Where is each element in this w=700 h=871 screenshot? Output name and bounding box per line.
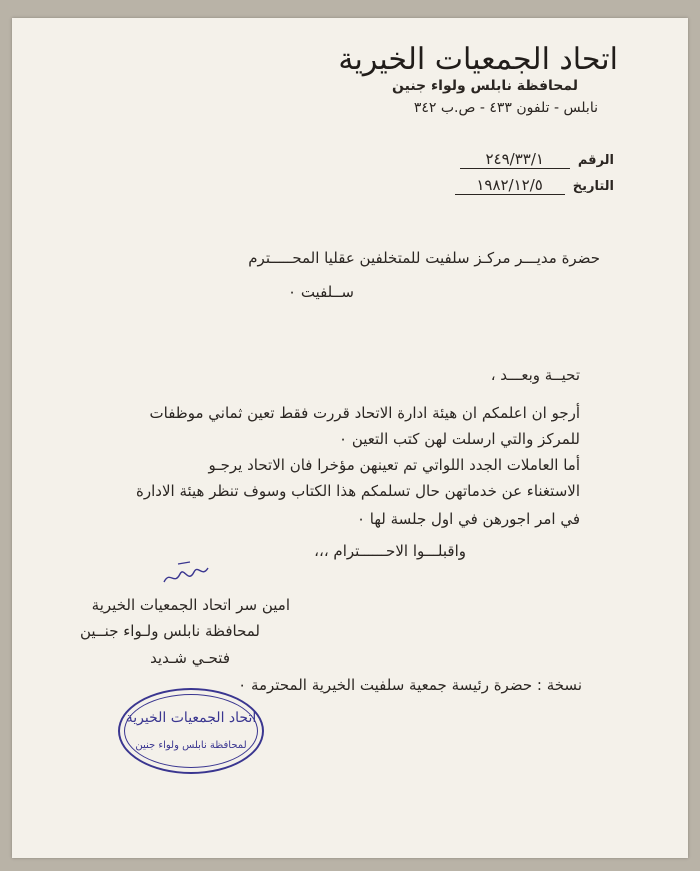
organization-stamp xyxy=(118,688,264,774)
greeting: تحيــة وبعـــد ، xyxy=(490,366,580,384)
closing-line: واقبلـــوا الاحــــــترام ،،، xyxy=(314,542,466,560)
governorate-line: لمحافظة نابلس ولواء جنين xyxy=(392,78,578,94)
handwritten-signature xyxy=(160,560,214,590)
recipient-line-1: حضرة مديـــر مركـز سلفيت للمتخلفين عقليا المحـــــترم xyxy=(248,249,600,267)
stamp-line-1: اتحاد الجمعيات الخيرية xyxy=(125,710,257,726)
reference-number xyxy=(460,150,614,169)
paragraph-line: أرجو ان اعلمكم ان هيئة ادارة الاتحاد قررت فقط تعين ثماني موظفات xyxy=(149,404,580,422)
recipient-line-2: ســلفيت ٠ xyxy=(288,283,354,301)
reference-date-label: التاريخ xyxy=(572,179,614,194)
paragraph-line: الاستغناء عن خدماتهن حال تسلمكم هذا الكتاب وسوف تنظر هيئة الادارة xyxy=(136,482,580,500)
reference-number-value: ٢٤٩/٣٣/١ xyxy=(460,150,570,169)
copy-to-line: نسخة : حضرة رئيسة جمعية سلفيت الخيرية المحترمة ٠ xyxy=(238,676,582,694)
reference-date xyxy=(455,176,614,195)
organization-name: اتحاد الجمعيات الخيرية xyxy=(338,42,618,77)
reference-date-value: ١٩٨٢/١٢/٥ xyxy=(455,176,565,195)
reference-number-label: الرقم xyxy=(577,153,614,168)
signatory-title: امين سر اتحاد الجمعيات الخيرية xyxy=(91,596,290,614)
paragraph-line: للمركز والتي ارسلت لهن كتب التعين ٠ xyxy=(338,430,580,448)
signatory-governorate: لمحافظة نابلس ولـواء جنــين xyxy=(79,622,260,640)
paragraph-line: أما العاملات الجدد اللواتي تم تعينهن مؤخرا فان الاتحاد يرجـو xyxy=(208,456,580,474)
address-line: نابلس - تلفون ٤٣٣ - ص.ب ٣٤٢ xyxy=(413,100,598,116)
paragraph-line: في امر اجورهن في اول جلسة لها ٠ xyxy=(356,510,580,528)
signatory-name: فتحـي شـديد xyxy=(150,649,230,667)
stamp-line-2: لمحافظة نابلس ولواء جنين xyxy=(135,740,247,751)
